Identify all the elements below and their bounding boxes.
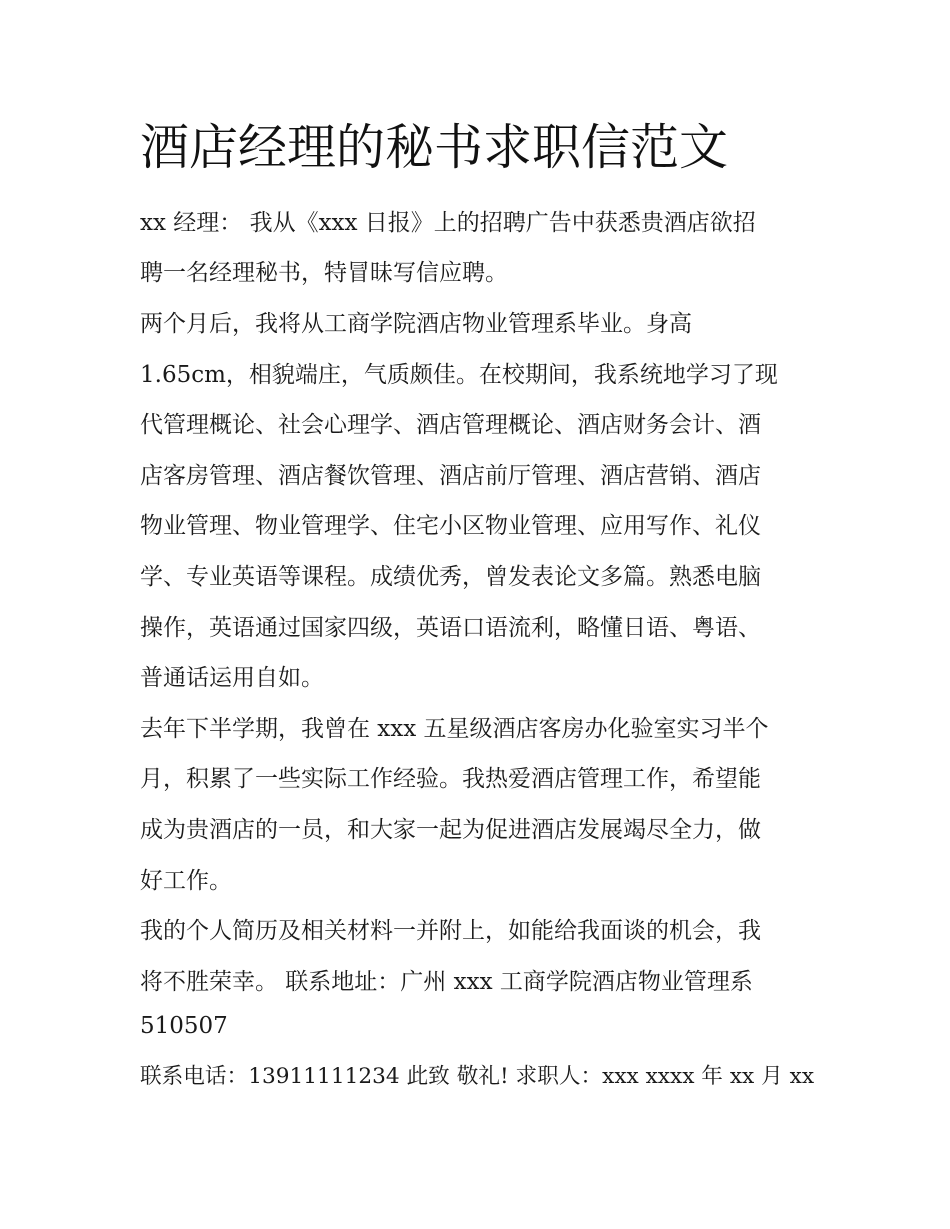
body-line: xx 经理： 我从《xxx 日报》上的招聘广告中获悉贵酒店欲招 <box>140 210 756 236</box>
body-line: 代管理概论、社会心理学、酒店管理概论、酒店财务会计、酒 <box>140 412 761 438</box>
body-line: 物业管理、物业管理学、住宅小区物业管理、应用写作、礼仪 <box>140 513 761 539</box>
body-line: 聘一名经理秘书，特冒昧写信应聘。 <box>140 260 508 286</box>
body-line: 操作，英语通过国家四级，英语口语流利，略懂日语、粤语、 <box>140 615 761 641</box>
body-line: 普通话运用自如。 <box>140 665 324 691</box>
body-line: 去年下半学期，我曾在 xxx 五星级酒店客房办化验室实习半个 <box>140 716 769 742</box>
body-line: 联系电话：13911111234 此致 敬礼! 求职人：xxx xxxx 年 xx 月 xx <box>140 1064 815 1089</box>
body-line: 学、专业英语等课程。成绩优秀，曾发表论文多篇。熟悉电脑 <box>140 564 761 590</box>
body-line: 我的个人简历及相关材料一并附上，如能给我面谈的机会，我 <box>140 918 761 944</box>
body-line: 店客房管理、酒店餐饮管理、酒店前厅管理、酒店营销、酒店 <box>140 463 761 489</box>
body-line: 510507 <box>140 1013 228 1039</box>
body-line: 月，积累了一些实际工作经验。我热爱酒店管理工作，希望能 <box>140 766 761 792</box>
body-line: 1.65cm，相貌端庄，气质颇佳。在校期间，我系统地学习了现 <box>140 362 778 388</box>
body-line: 好工作。 <box>140 868 232 894</box>
body-line: 成为贵酒店的一员，和大家一起为促进酒店发展竭尽全力，做 <box>140 817 761 843</box>
document-title: 酒店经理的秘书求职信范文 <box>140 119 729 176</box>
body-line: 两个月后，我将从工商学院酒店物业管理系毕业。身高 <box>140 311 692 337</box>
body-line: 将不胜荣幸。 联系地址：广州 xxx 工商学院酒店物业管理系 <box>140 969 753 995</box>
